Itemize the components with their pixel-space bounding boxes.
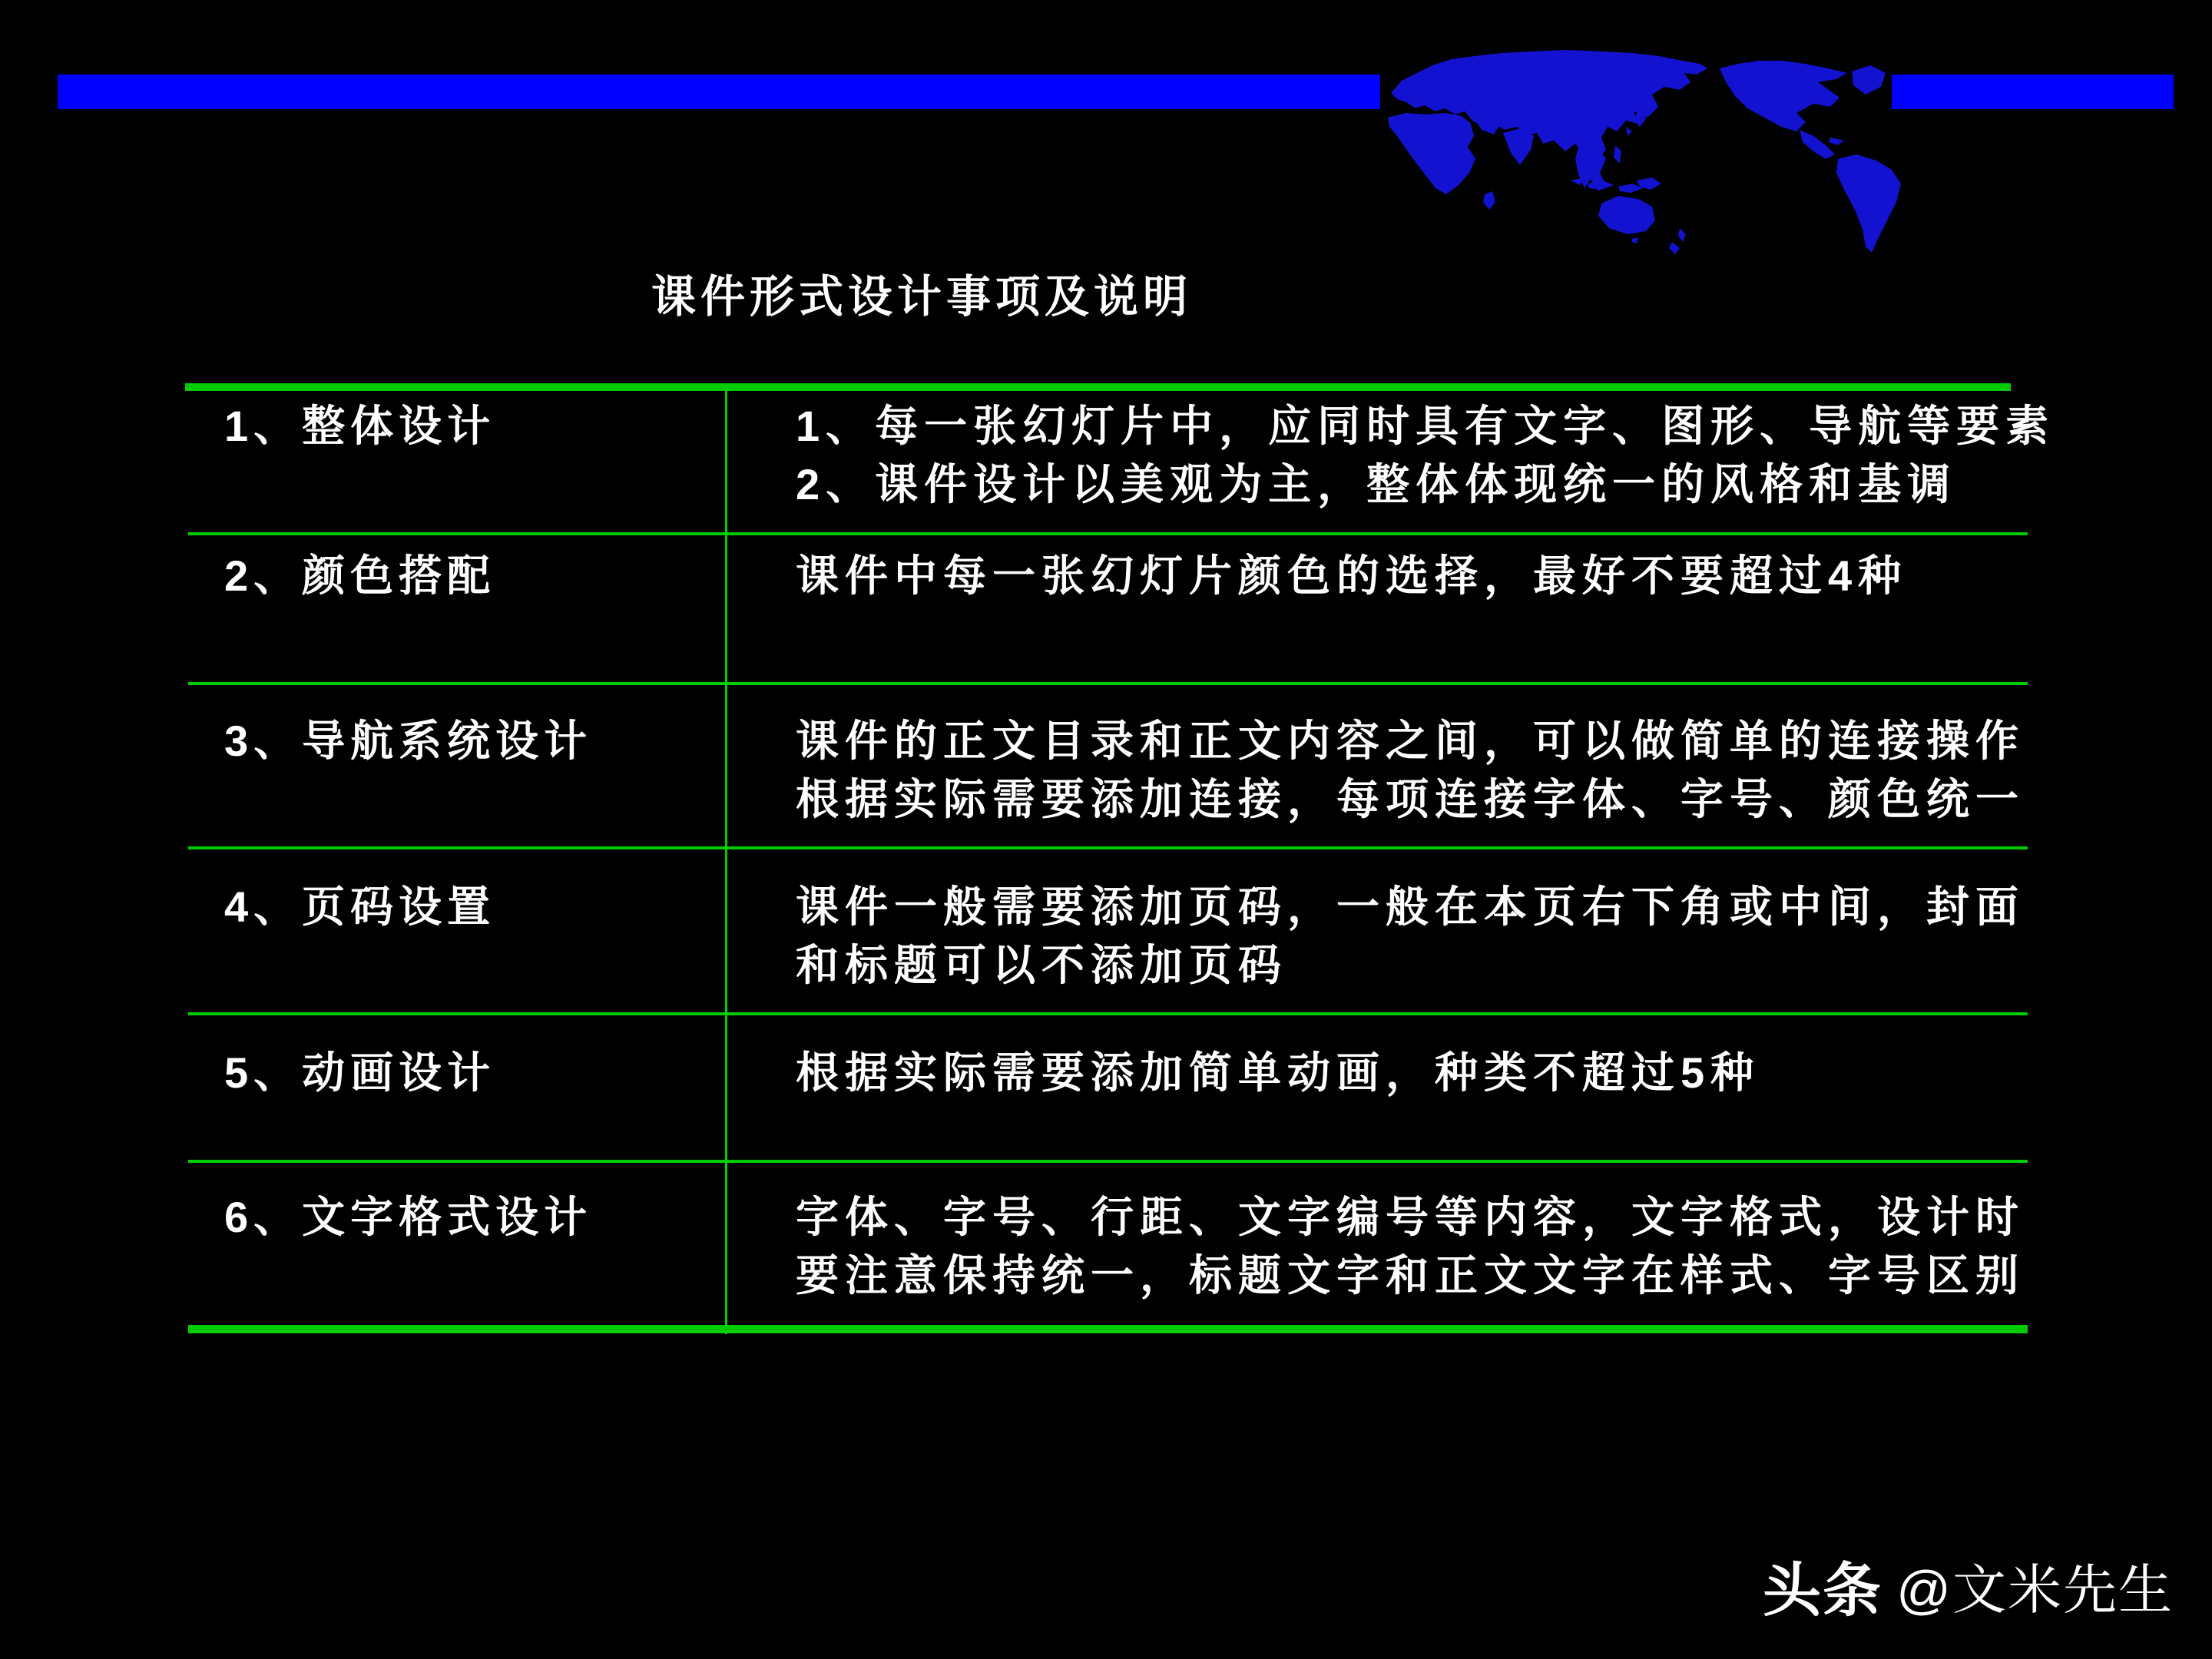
row-item-label: 4、页码设置 [224,882,496,931]
row-item-label: 6、文字格式设计 [224,1193,593,1241]
table-row [185,547,2028,605]
row-desc-line: 要注意保持统一，标题文字和正文文字在样式、字号区别 [796,1251,2025,1300]
table-row-divider [188,682,2028,685]
row-desc-line: 课件一般需要添加页码，一般在本页右下角或中间，封面 [796,882,2025,931]
watermark-brand: 头条 [1762,1558,1883,1624]
row-description [725,1044,2028,1102]
table-row [185,1188,2028,1305]
row-desc-line: 2、课件设计以美观为主，整体体现统一的风格和基调 [796,460,1957,508]
row-desc-line: 根据实际需要添加简单动画，种类不超过5种 [796,1048,1760,1097]
row-item-label: 2、颜色搭配 [224,551,496,600]
table-row-divider [188,1160,2028,1163]
table-row [185,712,2028,829]
row-desc-line: 课件的正文目录和正文内容之间，可以做简单的连接操作 [796,717,2025,765]
table-row [185,397,2055,514]
row-item-label: 5、动画设计 [224,1048,496,1097]
world-map-icon [1379,44,1928,267]
row-description [725,397,2055,514]
row-description [725,547,2028,605]
row-item-label: 3、导航系统设计 [224,717,593,765]
table-row [185,878,2028,995]
table-bottom-border [188,1325,2028,1333]
row-desc-line: 和标题可以不添加页码 [796,941,1287,989]
row-description [725,712,2028,829]
table-row [185,1044,2028,1102]
watermark-handle: @文米先生 [1896,1560,2174,1620]
row-desc-line: 1、每一张幻灯片中，应同时具有文字、图形、导航等要素 [796,402,2055,450]
table-row-divider [188,532,2028,535]
table-row-divider [188,1012,2028,1015]
top-bar-right [1892,75,2174,109]
page-title: 课件形式设计事项及说明 [651,272,1193,322]
row-desc-line: 课件中每一张幻灯片颜色的选择，最好不要超过4种 [796,551,1908,600]
watermark [1763,1544,2174,1628]
row-desc-line: 字体、字号、行距、文字编号等内容，文字格式，设计时 [796,1193,2025,1241]
top-bar-left [58,75,1380,109]
row-description [725,1188,2028,1305]
table-top-border [185,383,2011,391]
row-description [725,878,2028,995]
row-item-label: 1、整体设计 [224,402,496,450]
table-row-divider [188,846,2028,849]
row-desc-line: 根据实际需要添加连接，每项连接字体、字号、颜色统一 [796,775,2025,823]
